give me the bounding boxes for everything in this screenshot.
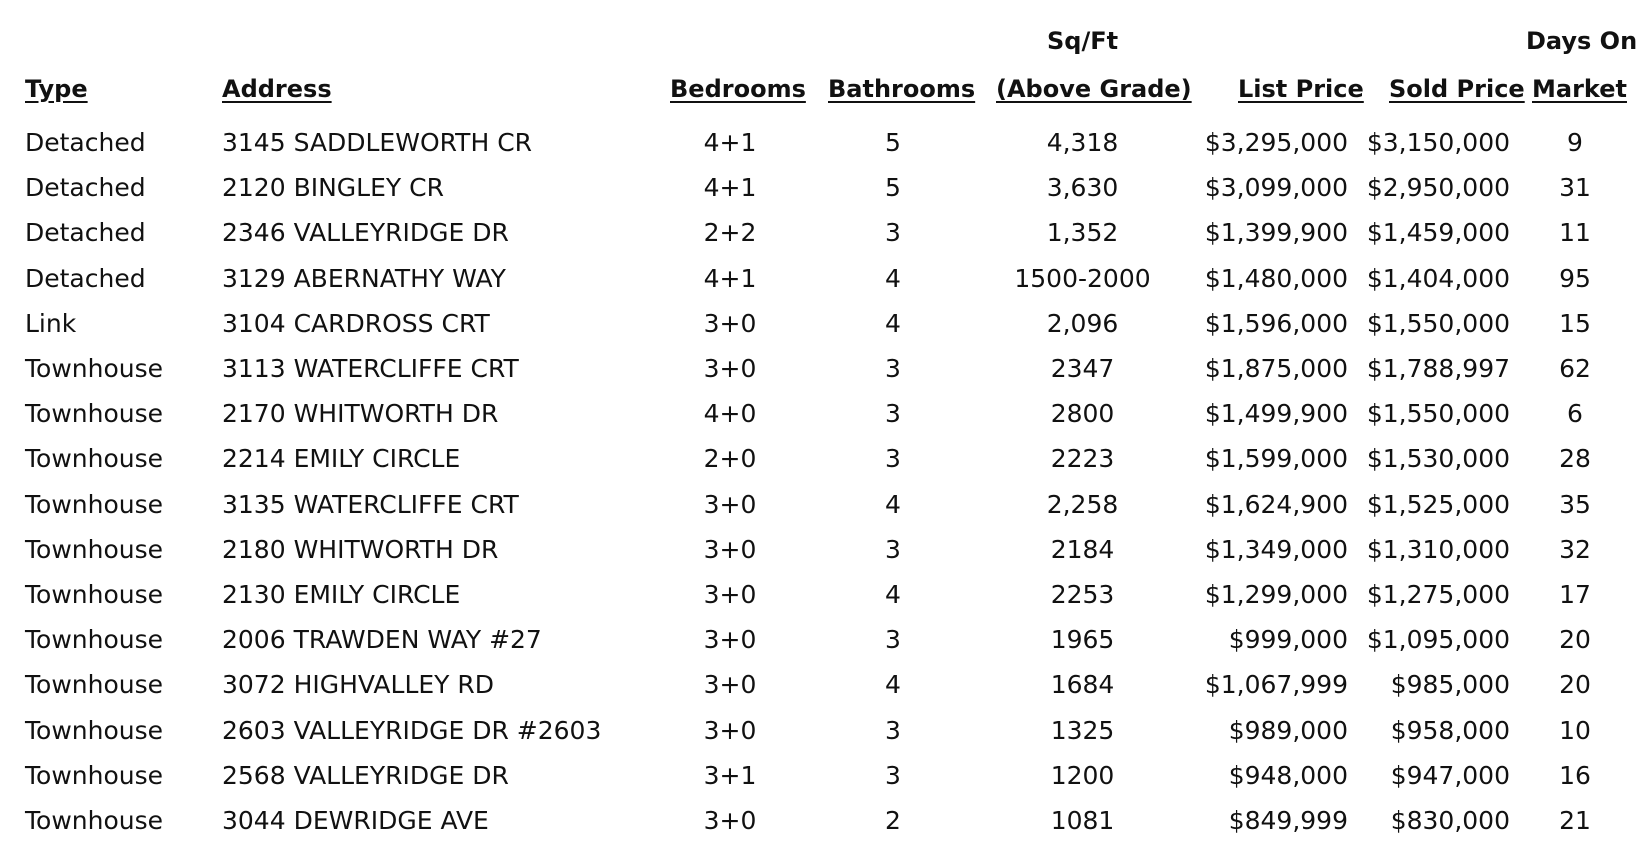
table-row: [0, 165, 1650, 210]
cell-sold-price: $1,550,000: [1366, 399, 1510, 429]
cell-list-price: $1,599,000: [1204, 444, 1348, 474]
cell-sqft: 3,630: [1046, 173, 1119, 203]
table-row: [0, 753, 1650, 798]
cell-bathrooms: 4: [885, 489, 901, 519]
header-type: Type: [25, 75, 88, 103]
cell-sold-price: $1,530,000: [1366, 444, 1510, 474]
cell-list-price: $1,596,000: [1204, 308, 1348, 338]
cell-sqft: 1965: [1050, 625, 1115, 655]
cell-sold-price: $1,310,000: [1366, 534, 1510, 564]
cell-address: 3145 SADDLEWORTH CR: [222, 128, 533, 157]
cell-sold-price: $1,404,000: [1366, 263, 1510, 293]
cell-bedrooms: 3+0: [703, 534, 757, 564]
cell-bathrooms: 2: [885, 806, 901, 835]
header-sold-price: Sold Price: [1389, 75, 1525, 103]
header-list-price: List Price: [1238, 75, 1364, 103]
cell-bedrooms: 3+0: [703, 625, 757, 655]
cell-days-on-market: 15: [1559, 308, 1591, 338]
cell-sqft: 1684: [1050, 670, 1115, 700]
cell-list-price: $1,480,000: [1204, 263, 1348, 293]
cell-bathrooms: 3: [885, 399, 901, 429]
cell-sold-price: $1,095,000: [1366, 625, 1510, 655]
cell-sold-price: $1,550,000: [1366, 308, 1510, 338]
header-sqft-top: Sq/Ft: [1047, 27, 1119, 55]
cell-sqft: 1500-2000: [1014, 263, 1151, 293]
cell-sqft: 2800: [1050, 399, 1115, 429]
cell-bathrooms: 3: [885, 218, 901, 248]
cell-bedrooms: 3+0: [703, 308, 757, 338]
cell-list-price: $3,099,000: [1204, 173, 1348, 203]
cell-list-price: $989,000: [1228, 715, 1348, 745]
cell-address: 2180 WHITWORTH DR: [222, 534, 499, 564]
cell-type: Detached: [25, 173, 146, 203]
cell-days-on-market: 28: [1559, 444, 1591, 474]
cell-type: Townhouse: [25, 670, 164, 700]
cell-sqft: 1325: [1050, 715, 1115, 745]
cell-list-price: $1,067,999: [1204, 670, 1348, 700]
cell-days-on-market: 9: [1567, 128, 1583, 157]
cell-address: 3135 WATERCLIFFE CRT: [222, 489, 519, 519]
cell-address: 2120 BINGLEY CR: [222, 173, 444, 203]
cell-sold-price: $2,950,000: [1366, 173, 1510, 203]
cell-bedrooms: 4+1: [703, 173, 757, 203]
table-row: [0, 120, 1650, 165]
cell-bathrooms: 3: [885, 534, 901, 564]
cell-list-price: $1,875,000: [1204, 354, 1348, 383]
header-dom-top: Days On: [1526, 27, 1638, 55]
cell-list-price: $1,624,900: [1204, 489, 1348, 519]
cell-address: 2130 EMILY CIRCLE: [222, 580, 461, 609]
cell-list-price: $3,295,000: [1204, 128, 1348, 157]
cell-sold-price: $1,275,000: [1366, 580, 1510, 609]
cell-bedrooms: 3+0: [703, 806, 757, 835]
table-row: [0, 301, 1650, 346]
cell-list-price: $849,999: [1228, 806, 1348, 835]
cell-days-on-market: 16: [1559, 760, 1591, 790]
cell-bedrooms: 3+0: [703, 489, 757, 519]
cell-sold-price: $947,000: [1390, 760, 1510, 790]
cell-type: Townhouse: [25, 489, 164, 519]
cell-address: 2170 WHITWORTH DR: [222, 399, 499, 429]
header-sqft-bottom: (Above Grade): [996, 75, 1192, 103]
cell-bathrooms: 3: [885, 760, 901, 790]
cell-sold-price: $3,150,000: [1366, 128, 1510, 157]
table-row: [0, 210, 1650, 255]
table-row: [0, 708, 1650, 753]
cell-days-on-market: 6: [1567, 399, 1583, 429]
cell-bathrooms: 3: [885, 625, 901, 655]
cell-sqft: 1081: [1050, 806, 1115, 835]
cell-sqft: 1,352: [1046, 218, 1119, 248]
cell-sold-price: $1,459,000: [1366, 218, 1510, 248]
cell-sqft: 2,096: [1046, 308, 1119, 338]
cell-bathrooms: 5: [885, 128, 901, 157]
cell-bedrooms: 2+0: [703, 444, 757, 474]
cell-type: Townhouse: [25, 444, 164, 474]
cell-bedrooms: 3+0: [703, 580, 757, 609]
cell-bedrooms: 3+0: [703, 354, 757, 383]
cell-sqft: 2347: [1050, 354, 1115, 383]
cell-bathrooms: 4: [885, 308, 901, 338]
cell-type: Townhouse: [25, 354, 164, 383]
cell-list-price: $948,000: [1228, 760, 1348, 790]
table-row: [0, 617, 1650, 662]
cell-sqft: 2253: [1050, 580, 1115, 609]
cell-address: 3129 ABERNATHY WAY: [222, 263, 506, 293]
table-row: [0, 662, 1650, 707]
header-dom-bottom: Market: [1532, 75, 1627, 103]
cell-address: 3104 CARDROSS CRT: [222, 308, 490, 338]
cell-address: 2006 TRAWDEN WAY #27: [222, 625, 542, 655]
cell-list-price: $999,000: [1228, 625, 1348, 655]
cell-bedrooms: 3+1: [703, 760, 757, 790]
cell-bedrooms: 3+0: [703, 715, 757, 745]
cell-type: Townhouse: [25, 715, 164, 745]
cell-address: 3044 DEWRIDGE AVE: [222, 806, 489, 835]
table-row: [0, 346, 1650, 391]
cell-sold-price: $830,000: [1390, 806, 1510, 835]
cell-sold-price: $1,788,997: [1366, 354, 1510, 383]
cell-days-on-market: 62: [1559, 354, 1591, 383]
cell-bathrooms: 3: [885, 715, 901, 745]
cell-bedrooms: 3+0: [703, 670, 757, 700]
cell-type: Townhouse: [25, 534, 164, 564]
table-row: [0, 527, 1650, 572]
cell-bedrooms: 2+2: [703, 218, 757, 248]
cell-address: 2603 VALLEYRIDGE DR #2603: [222, 715, 602, 745]
cell-bathrooms: 4: [885, 580, 901, 609]
cell-sold-price: $958,000: [1390, 715, 1510, 745]
table-row: [0, 798, 1650, 843]
cell-days-on-market: 21: [1559, 806, 1591, 835]
cell-sqft: 2,258: [1046, 489, 1119, 519]
cell-type: Link: [25, 308, 77, 338]
cell-bedrooms: 4+1: [703, 128, 757, 157]
cell-bathrooms: 5: [885, 173, 901, 203]
cell-days-on-market: 35: [1559, 489, 1591, 519]
cell-sqft: 2223: [1050, 444, 1115, 474]
cell-bathrooms: 4: [885, 670, 901, 700]
table-row: [0, 436, 1650, 481]
cell-list-price: $1,399,900: [1204, 218, 1348, 248]
cell-list-price: $1,499,900: [1204, 399, 1348, 429]
cell-days-on-market: 20: [1559, 670, 1591, 700]
cell-sqft: 1200: [1050, 760, 1115, 790]
cell-address: 2346 VALLEYRIDGE DR: [222, 218, 509, 248]
cell-bedrooms: 4+1: [703, 263, 757, 293]
cell-type: Townhouse: [25, 806, 164, 835]
cell-sqft: 2184: [1050, 534, 1115, 564]
cell-bathrooms: 4: [885, 263, 901, 293]
table-row: [0, 391, 1650, 436]
header-bathrooms: Bathrooms: [828, 75, 976, 103]
header-address: Address: [222, 75, 332, 103]
cell-type: Detached: [25, 218, 146, 248]
cell-bathrooms: 3: [885, 444, 901, 474]
cell-days-on-market: 32: [1559, 534, 1591, 564]
cell-days-on-market: 95: [1559, 263, 1591, 293]
cell-days-on-market: 31: [1559, 173, 1591, 203]
cell-sqft: 4,318: [1046, 128, 1119, 157]
cell-sold-price: $1,525,000: [1366, 489, 1510, 519]
cell-type: Townhouse: [25, 580, 164, 609]
table-row: [0, 482, 1650, 527]
cell-type: Detached: [25, 128, 146, 157]
cell-type: Townhouse: [25, 399, 164, 429]
cell-bathrooms: 3: [885, 354, 901, 383]
cell-type: Detached: [25, 263, 146, 293]
header-bedrooms: Bedrooms: [670, 75, 806, 103]
cell-days-on-market: 10: [1559, 715, 1591, 745]
cell-days-on-market: 11: [1559, 218, 1591, 248]
cell-list-price: $1,349,000: [1204, 534, 1348, 564]
cell-type: Townhouse: [25, 625, 164, 655]
cell-list-price: $1,299,000: [1204, 580, 1348, 609]
table-row: [0, 256, 1650, 301]
cell-bedrooms: 4+0: [703, 399, 757, 429]
cell-address: 2568 VALLEYRIDGE DR: [222, 760, 509, 790]
cell-address: 3072 HIGHVALLEY RD: [222, 670, 495, 700]
table-row: [0, 572, 1650, 617]
cell-type: Townhouse: [25, 760, 164, 790]
cell-address: 2214 EMILY CIRCLE: [222, 444, 461, 474]
cell-sold-price: $985,000: [1390, 670, 1510, 700]
cell-days-on-market: 17: [1559, 580, 1591, 609]
cell-days-on-market: 20: [1559, 625, 1591, 655]
cell-address: 3113 WATERCLIFFE CRT: [222, 354, 519, 383]
